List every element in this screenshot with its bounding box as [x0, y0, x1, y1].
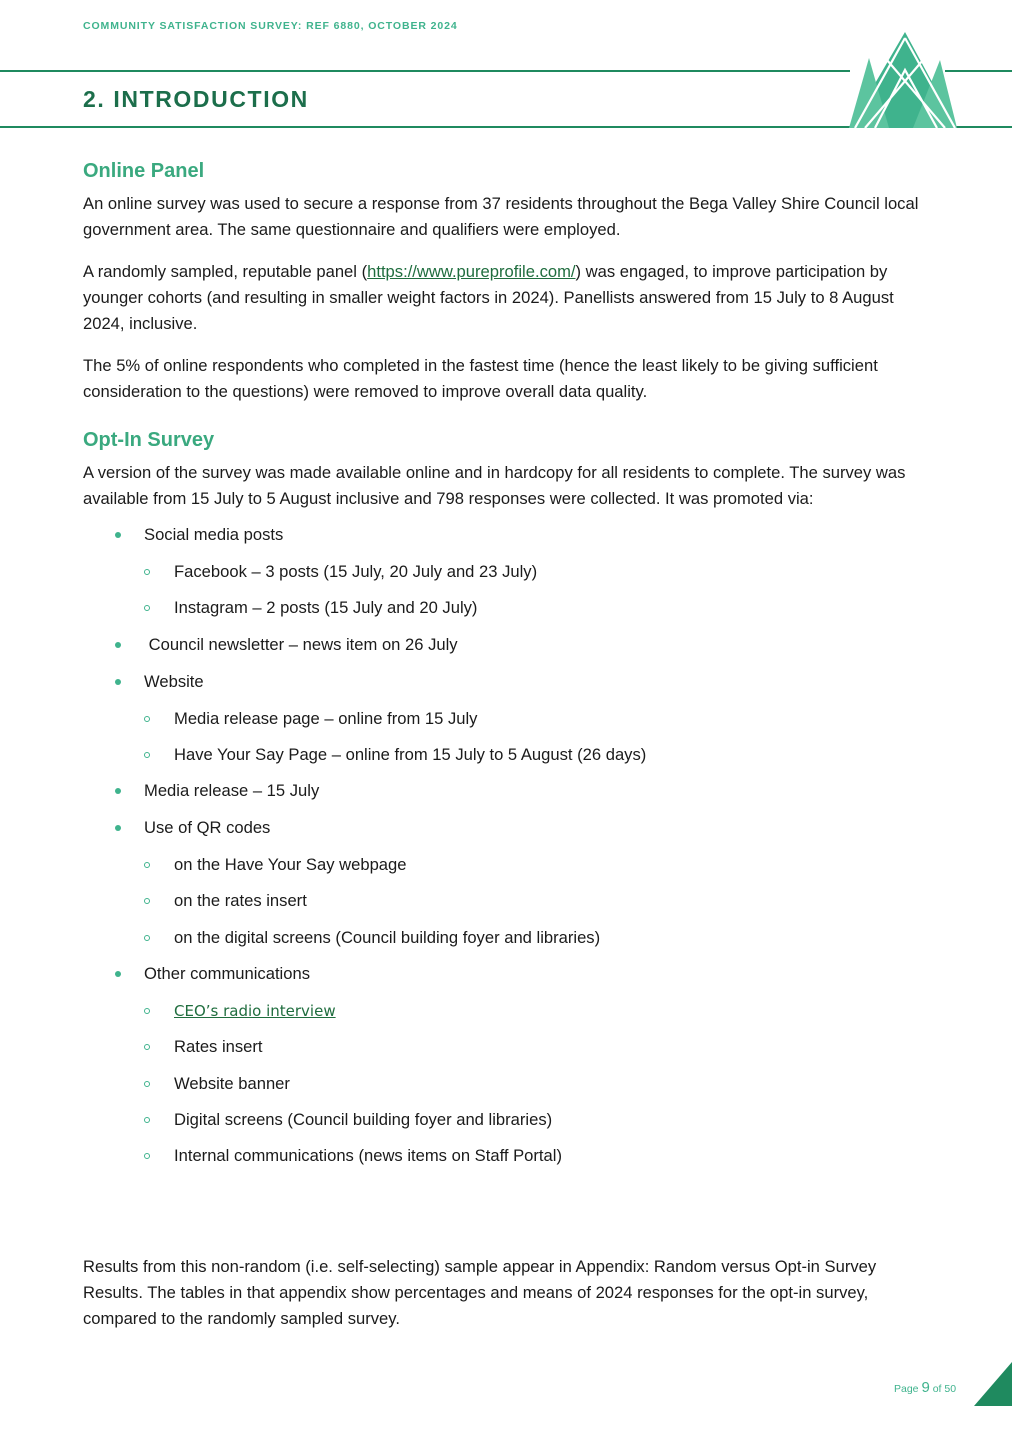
sub-list-item-label: Instagram – 2 posts (15 July and 20 July)	[174, 598, 478, 618]
list-item	[83, 522, 933, 632]
sub-list-item-label: on the digital screens (Council building foyer and libraries)	[174, 927, 601, 947]
pureprofile-link[interactable]: https://www.pureprofile.com/	[367, 262, 576, 281]
sub-list-item-label: on the Have Your Say webpage	[174, 855, 407, 875]
closing-paragraph: Results from this non-random (i.e. self-selecting) sample appear in Appendix: Random versus Opt-in Survey Results. The tables in that appendix show percentages and means of 2024 responses for the opt-in survey, compared to the randomly sampled survey.	[83, 1257, 877, 1328]
promotion-list	[83, 522, 933, 1180]
bullet-icon	[115, 532, 121, 538]
list-item	[83, 815, 933, 961]
list-item-label: Other communications	[144, 964, 311, 984]
leaf-logo-icon	[845, 30, 960, 130]
page-word: Page	[894, 1383, 919, 1395]
paragraph-text: A randomly sampled, reputable panel (	[83, 262, 368, 281]
opt-in-heading: Opt-In Survey	[83, 429, 215, 451]
bullet-icon	[115, 642, 121, 648]
circle-bullet-icon	[144, 862, 150, 868]
sub-list-item	[83, 706, 933, 742]
sub-list-item	[83, 1143, 933, 1179]
paragraph-text: ) was engaged, to improve participation by younger cohorts (and resulting in smaller weight factors in 2024). Panellists answered from 15 July to 8 August 2024, inclusive.	[83, 262, 894, 333]
list-item	[83, 961, 933, 1179]
circle-bullet-icon	[144, 1008, 150, 1014]
online-panel-heading: Online Panel	[83, 160, 205, 182]
online-panel-paragraph-3: The 5% of online respondents who completed in the fastest time (hence the least likely to be giving sufficient consideration to the questions) were removed to improve overall data quality.	[83, 356, 878, 401]
online-panel-paragraph-2	[83, 259, 933, 337]
sub-list-item-label: on the rates insert	[174, 891, 307, 911]
sub-list-item-label: Facebook – 3 posts (15 July, 20 July and 23 July)	[174, 562, 538, 581]
list-item	[83, 778, 933, 815]
circle-bullet-icon	[144, 898, 150, 904]
list-item-label: Website	[144, 671, 204, 691]
sub-list-item	[83, 925, 933, 961]
section-title: 2. INTRODUCTION	[83, 86, 309, 112]
circle-bullet-icon	[144, 752, 150, 758]
circle-bullet-icon	[144, 935, 150, 941]
list-item	[83, 632, 933, 669]
bullet-icon	[115, 679, 121, 685]
sub-list-item-label: Have Your Say Page – online from 15 July to 5 August (26 days)	[174, 744, 647, 764]
list-item-label: Council newsletter – news item on 26 July	[144, 634, 458, 654]
bullet-icon	[115, 971, 121, 977]
sub-list-item-label: Media release page – online from 15 July	[174, 708, 478, 728]
main-content	[83, 160, 933, 1180]
sub-list-item	[83, 1034, 933, 1070]
circle-bullet-icon	[144, 1117, 150, 1123]
sub-list-item-label: Digital screens (Council building foyer and libraries)	[174, 1109, 553, 1129]
circle-bullet-icon	[144, 569, 150, 575]
online-panel-paragraph-1: An online survey was used to secure a response from 37 residents throughout the Bega Valley Shire Council local government area. The same questionnaire and qualifiers were employed.	[83, 194, 919, 239]
bullet-icon	[115, 788, 121, 794]
circle-bullet-icon	[144, 1081, 150, 1087]
running-header: COMMUNITY SATISFACTION SURVEY: REF 6880, OCTOBER 2024	[83, 20, 458, 32]
of-word: of	[932, 1383, 942, 1395]
total-pages: 50	[944, 1383, 957, 1395]
sub-list-item	[83, 742, 933, 778]
current-page: 9	[921, 1379, 930, 1396]
sub-list-item	[83, 852, 933, 888]
page-number	[894, 1379, 956, 1396]
sub-list-item	[83, 559, 933, 595]
sub-list-item	[83, 1071, 933, 1107]
header-rule-bottom	[0, 126, 850, 128]
opt-in-paragraph-1: A version of the survey was made available online and in hardcopy for all residents to complete. The survey was available from 15 July to 5 August inclusive and 798 responses were collected. It was promoted via:	[83, 463, 906, 508]
circle-bullet-icon	[144, 1153, 150, 1159]
header-rule-top	[0, 70, 850, 72]
ceo-radio-interview-link[interactable]: CEO’s radio interview	[174, 1002, 336, 1021]
circle-bullet-icon	[144, 1044, 150, 1050]
list-item-label: Media release – 15 July	[144, 781, 320, 801]
sub-list-item-label: Internal communications (news items on Staff Portal)	[174, 1146, 562, 1166]
list-item-label: Social media posts	[144, 525, 284, 544]
sub-list-item	[83, 595, 933, 631]
sub-list-item-label: Website banner	[174, 1073, 290, 1093]
bullet-icon	[115, 825, 121, 831]
sub-list-item	[83, 998, 933, 1034]
list-item	[83, 669, 933, 779]
corner-triangle-icon	[974, 1362, 1012, 1406]
circle-bullet-icon	[144, 605, 150, 611]
circle-bullet-icon	[144, 716, 150, 722]
sub-list-item	[83, 1107, 933, 1143]
list-item-label: Use of QR codes	[144, 818, 271, 838]
sub-list-item	[83, 888, 933, 924]
sub-list-item-label: Rates insert	[174, 1037, 263, 1057]
